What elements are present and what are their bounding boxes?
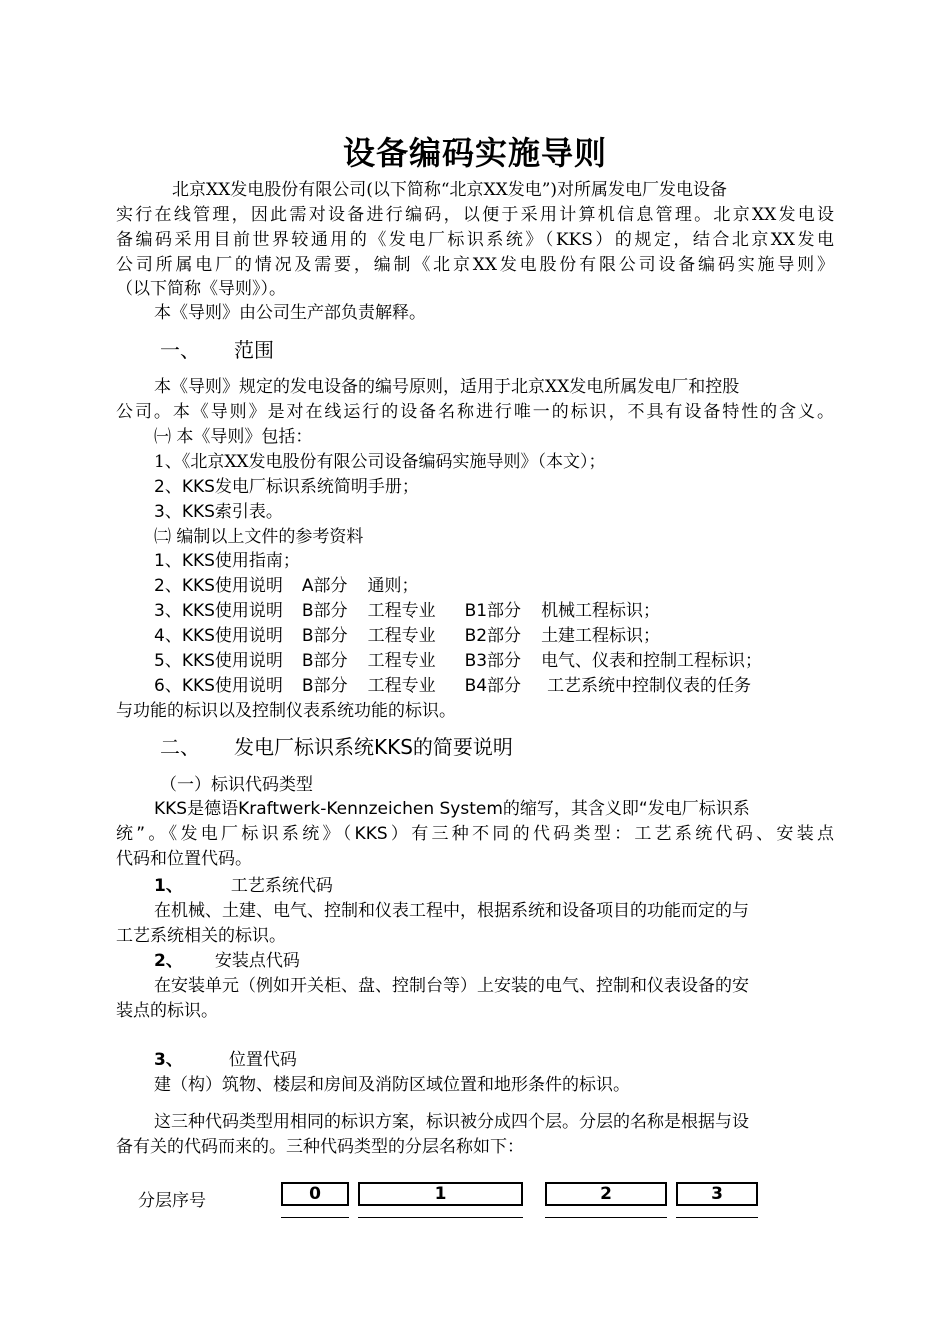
ref-col-d: B4部分 [464,676,522,696]
section1-heading [160,338,274,362]
code-type-2-title: 安装点代码 [214,951,300,971]
ref-col-b: B部分 [301,626,348,646]
list-item: 1、KKS使用指南； [154,551,300,571]
section2-para-3: 代码和位置代码。 [116,849,252,869]
layer-underline-2 [545,1217,667,1218]
section1-number: 一、 [160,338,200,362]
section2-para-2: 统”。《发电厂标识系统》（KKS）有三种不同的代码类型：工艺系统代码、安装点 [116,824,834,844]
code-type-1-text-1: 在机械、土建、电气、控制和仪表工程中，根据系统和设备项目的功能而定的与 [154,901,749,921]
code-type-2-text-1: 在安装单元（例如开关柜、盘、控制台等）上安装的电气、控制和仪表设备的安 [154,976,749,996]
layer-box-1: 1 [358,1182,523,1206]
ref-col-c: 工程专业 [367,626,436,646]
intro-line-2: 实行在线管理，因此需对设备进行编码，以便于采用计算机信息管理。北京XX发电设 [116,205,834,225]
scheme-line-2: 备有关的代码而来的。三种代码类型的分层名称如下： [116,1137,524,1157]
section2-title: 发电厂标识系统KKS的简要说明 [234,735,513,759]
ref-col-a: 4、KKS使用说明 [154,626,283,646]
layer-label: 分层序号 [138,1191,206,1211]
section2-heading [160,735,513,759]
intro-line-5: （以下简称《导则》）。 [116,279,286,299]
scheme-line-1: 这三种代码类型用相同的标识方案，标识被分成四个层。分层的名称是根据与设 [154,1112,749,1132]
code-type-3-heading [154,1048,297,1072]
list-item: 1、《北京XX发电股份有限公司设备编码实施导则》（本文）； [154,452,606,472]
ref-col-e: 工艺系统中控制仪表的任务 [547,676,752,696]
ref-col-e: 电气、仪表和控制工程标识； [541,651,763,671]
code-type-3-title: 位置代码 [228,1050,297,1070]
interpret-line: 本《导则》由公司生产部负责解释。 [154,303,426,323]
ref-col-a: 6、KKS使用说明 [154,676,283,696]
layer-box-3: 3 [676,1182,758,1206]
ref-col-b: B部分 [301,651,348,671]
code-type-3-text: 建（构）筑物、楼层和房间及消防区域位置和地形条件的标识。 [154,1075,630,1095]
list-item: 3、KKS索引表。 [154,502,283,522]
ref-col-d: B1部分 [464,601,522,621]
ref-col-c: 工程专业 [367,651,436,671]
section2-para-1: KKS是德语Kraftwerk-Kennzeichen System的缩写，其含义即“发电厂标识系 [154,799,750,819]
ref-col-d: B2部分 [464,626,522,646]
layer-box-2: 2 [545,1182,667,1206]
ref-col-c: 通则； [367,576,419,596]
code-type-1-title: 工艺系统代码 [230,876,333,896]
ref-col-c: 工程专业 [367,676,436,696]
ref-col-c: 工程专业 [367,601,436,621]
section2-number: 二、 [160,735,200,759]
ref-col-a: 5、KKS使用说明 [154,651,283,671]
ref-col-b: B部分 [301,601,348,621]
section1-sub1: ㈠ 本《导则》包括： [154,427,313,447]
ref-col-a: 3、KKS使用说明 [154,601,283,621]
ref-col-e: 土建工程标识； [541,626,661,646]
reference-row [154,649,762,673]
section2-sub1: （一）标识代码类型 [160,775,313,795]
layer-underline-3 [676,1217,758,1218]
layer-underline-1 [358,1217,523,1218]
ref-col-d: B3部分 [464,651,522,671]
section1-title: 范围 [234,338,274,362]
code-type-2-number: 2、 [154,951,183,971]
layer-underline-0 [281,1217,349,1218]
ref-col-b: B部分 [301,676,348,696]
reference-tail: 与功能的标识以及控制仪表系统功能的标识。 [116,701,456,721]
section1-para-2: 公司。本《导则》是对在线运行的设备名称进行唯一的标识，不具有设备特性的含义。 [116,402,834,422]
layer-box-0: 0 [281,1182,349,1206]
ref-col-b: A部分 [301,576,348,596]
ref-col-e: 机械工程标识； [541,601,661,621]
code-type-2-text-2: 装点的标识。 [116,1001,218,1021]
reference-row [154,599,660,623]
reference-row [154,624,660,648]
reference-row [154,674,751,698]
list-item: 2、KKS发电厂标识系统简明手册； [154,477,419,497]
intro-line-4: 公司所属电厂的情况及需要，编制《北京XX发电股份有限公司设备编码实施导则》 [116,255,834,275]
code-type-3-number: 3、 [154,1050,183,1070]
ref-col-a: 2、KKS使用说明 [154,576,283,596]
intro-line-1: 北京XX发电股份有限公司(以下简称“北京XX发电”)对所属发电厂发电设备 [172,180,728,200]
code-type-1-heading [154,874,333,898]
code-type-1-text-2: 工艺系统相关的标识。 [116,926,286,946]
page-title: 设备编码实施导则 [342,134,607,172]
intro-line-3: 备编码采用目前世界较通用的《发电厂标识系统》（KKS）的规定，结合北京XX发电 [116,230,834,250]
section1-para-1: 本《导则》规定的发电设备的编号原则，适用于北京XX发电所属发电厂和控股 [154,377,740,397]
code-type-2-heading [154,949,300,973]
section1-sub2: ㈡ 编制以上文件的参考资料 [154,527,364,547]
reference-row [154,574,419,598]
code-type-1-number: 1、 [154,876,183,896]
